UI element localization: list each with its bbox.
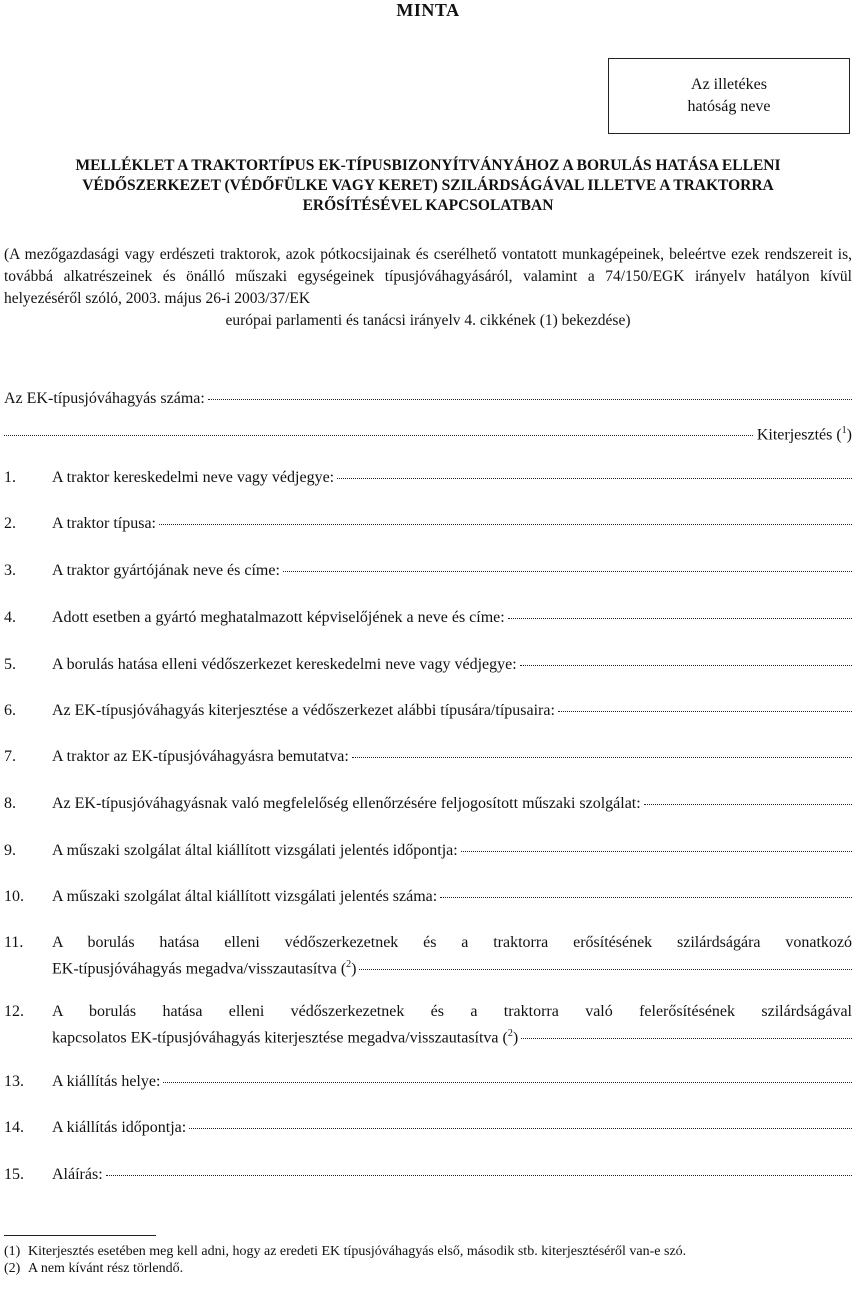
item-number: 5. [4,656,16,673]
item-label: Az EK-típusjóváhagyás kiterjesztése a védőszerkezet alábbi típusára/típusaira: [52,702,555,719]
footnote-text: Kiterjesztés esetében meg kell adni, hogy az eredeti EK típusjóváhagyás első, második stb. kiterjesztéséről van-e szó. [28,1244,687,1259]
item-fill-line[interactable] [159,524,852,525]
item-label: Adott esetben a gyártó meghatalmazott képviselőjének a neve és címe: [52,609,505,626]
item-label: A traktor az EK-típusjóváhagyásra bemutatva: [52,748,349,765]
legal-reference-main: (A mezőgazdasági vagy erdészeti traktorok, azok pótkocsijainak és cserélhető vontatott munkagépeinek, beleértve ezek rendszereit is, továbbá alkatrészeinek és önálló műszaki egységeinek típusjóváhagyásáról, valamint a 74/150/EGK irányelv hatályon kívül helyezéséről szóló, 2003. május 26-i 2003/37/EK [4,246,852,307]
item-label: Aláírás: [52,1166,103,1183]
form-item-2 [4,513,852,535]
form-item-4 [4,607,852,629]
item-label-line2: EK-típusjóváhagyás megadva/visszautasítva ($^2$) [52,959,357,978]
heading-line2: VÉDŐSZERKEZET (VÉDŐFÜLKE VAGY KERET) SZILÁRDSÁGÁVAL ILLETVE A TRAKTORRA [82,177,774,194]
item-number: 15. [4,1166,24,1183]
footnote-2 [4,1260,764,1277]
authority-name-box [608,58,850,134]
item-label: A műszaki szolgálat által kiállított vizsgálati jelentés időpontja: [52,842,458,859]
footnote-divider [4,1235,156,1236]
footnote-mark: (1) [4,1244,21,1259]
item-label: A műszaki szolgálat által kiállított vizsgálati jelentés száma: [52,888,438,905]
item-fill-line[interactable] [283,571,852,572]
form-item-10 [4,886,852,908]
item-label: A borulás hatása elleni védőszerkezet kereskedelmi neve vagy védjegye: [52,656,517,673]
item-number: 8. [4,795,16,812]
form-item-9 [4,840,852,862]
item-number: 14. [4,1119,24,1136]
item-number: 3. [4,562,16,579]
form-item-5 [4,654,852,676]
item-label-line1: A borulás hatása elleni védőszerkezetnek és a traktorra erősítésének szilárdságára vonatkozó [52,934,852,951]
form-item-13 [4,1071,852,1093]
item-fill-line[interactable] [359,969,852,970]
item-fill-line[interactable] [558,711,852,712]
extension-row [4,420,852,446]
item-fill-line[interactable] [352,757,852,758]
item-number: 12. [4,1003,24,1020]
item-fill-line[interactable] [520,665,852,666]
heading-line3: ERŐSÍTÉSÉVEL KAPCSOLATBAN [302,197,554,214]
footnotes [4,1243,764,1277]
item-fill-line[interactable] [189,1128,852,1129]
approval-number-label: Az EK-típusjóváhagyás száma: [4,390,205,407]
item-number: 9. [4,842,16,859]
extension-fill-line[interactable] [4,435,753,436]
annex-heading [4,156,852,216]
heading-line1: MELLÉKLET A TRAKTORTÍPUS EK-TÍPUSBIZONYÍTVÁNYÁHOZ A BORULÁS HATÁSA ELLENI [75,157,781,174]
form-item-3 [4,560,852,582]
form-item-11 [4,932,852,980]
item-fill-line[interactable] [440,897,852,898]
form-item-8 [4,793,852,815]
item-fill-line[interactable] [337,478,852,479]
item-label: Az EK-típusjóváhagyásnak való megfelelőség ellenőrzésére feljogosított műszaki szolgálat: [52,795,641,812]
form-item-12 [4,1001,852,1049]
item-number: 13. [4,1073,24,1090]
legal-reference-last: európai parlamenti és tanácsi irányelv 4. cikkének (1) bekezdése) [225,312,631,329]
item-label: A traktor kereskedelmi neve vagy védjegye: [52,469,335,486]
footnote-text: A nem kívánt rész törlendő. [28,1261,184,1276]
form-item-6 [4,700,852,722]
footnote-ref-2: 2 [507,1028,513,1039]
footnote-ref-1: 1 [841,425,847,436]
form-item-1 [4,467,852,489]
item-label-line1: A borulás hatása elleni védőszerkezetnek és a traktorra való felerősítésének szilárdságával [52,1003,852,1020]
item-fill-line[interactable] [644,804,852,805]
form-item-7 [4,746,852,768]
authority-box-line1: Az illetékes [691,76,767,93]
footnote-ref-2: 2 [346,959,352,970]
item-label-line2: kapcsolatos EK-típusjóváhagyás kiterjesztése megadva/visszautasítva ($^2$) [52,1028,519,1047]
item-number: 10. [4,888,24,905]
item-label: A traktor gyártójának neve és címe: [52,562,280,579]
item-number: 1. [4,469,16,486]
item-number: 4. [4,609,16,626]
form-item-14 [4,1117,852,1139]
item-number: 6. [4,702,16,719]
item-number: 7. [4,748,16,765]
legal-reference [4,244,852,332]
item-number: 2. [4,515,16,532]
authority-box-line2: hatóság neve [687,98,771,115]
form-item-15 [4,1164,852,1186]
item-label: A traktor típusa: [52,515,156,532]
item-label: A kiállítás helye: [52,1073,161,1090]
item-label: A kiállítás időpontja: [52,1119,187,1136]
approval-number-row [4,388,852,410]
approval-number-fill-line[interactable] [208,399,852,400]
item-fill-line[interactable] [508,618,852,619]
footnote-1 [4,1243,764,1260]
item-fill-line[interactable] [521,1038,852,1039]
extension-label: Kiterjesztés ($^1$) [756,425,852,444]
item-fill-line[interactable] [461,851,852,852]
item-number: 11. [4,934,24,951]
footnote-mark: (2) [4,1261,21,1276]
signature-fill-line[interactable] [106,1175,852,1176]
page-title: MINTA [396,0,460,20]
item-fill-line[interactable] [163,1082,852,1083]
